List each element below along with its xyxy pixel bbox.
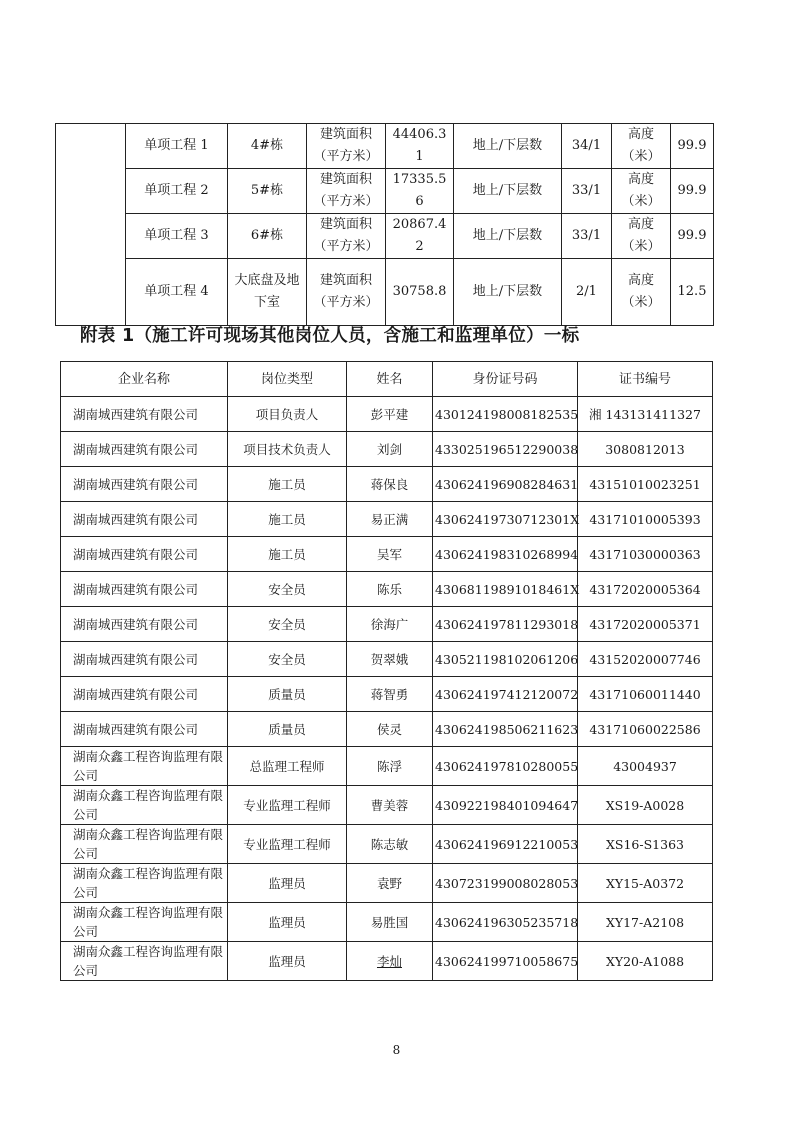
building-name: 5#栋 xyxy=(228,169,307,214)
id-number-cell: 430723199008028053 xyxy=(433,864,578,903)
company-cell: 湖南众鑫工程咨询监理有限公司 xyxy=(61,786,228,825)
role-cell: 质量员 xyxy=(228,712,347,747)
header-role: 岗位类型 xyxy=(228,362,347,397)
staff-row xyxy=(61,942,713,981)
staff-row xyxy=(61,677,713,712)
cert-number-cell: 湘 143131411327 xyxy=(578,397,713,432)
name-cell: 易正满 xyxy=(347,502,433,537)
staff-row xyxy=(61,712,713,747)
id-number-cell: 430624197811293018 xyxy=(433,607,578,642)
project-label: 单项工程 4 xyxy=(126,259,228,326)
company-cell: 湖南城西建筑有限公司 xyxy=(61,502,228,537)
role-cell: 专业监理工程师 xyxy=(228,786,347,825)
staff-row xyxy=(61,825,713,864)
page-number: 8 xyxy=(392,1043,401,1057)
floors-value: 34/1 xyxy=(562,124,612,169)
project-label: 单项工程 3 xyxy=(126,214,228,259)
area-value: 17335.5 6 xyxy=(386,169,454,214)
cert-number-cell: XS19-A0028 xyxy=(578,786,713,825)
name-cell: 侯灵 xyxy=(347,712,433,747)
cert-number-cell: XY15-A0372 xyxy=(578,864,713,903)
role-cell: 专业监理工程师 xyxy=(228,825,347,864)
company-cell: 湖南城西建筑有限公司 xyxy=(61,607,228,642)
name-cell: 徐海广 xyxy=(347,607,433,642)
header-id-number: 身份证号码 xyxy=(433,362,578,397)
cert-number-cell: 3080812013 xyxy=(578,432,713,467)
area-value: 20867.4 2 xyxy=(386,214,454,259)
name-cell: 蒋保良 xyxy=(347,467,433,502)
company-cell: 湖南众鑫工程咨询监理有限公司 xyxy=(61,942,228,981)
role-cell: 监理员 xyxy=(228,903,347,942)
project-blank-cell xyxy=(56,124,126,326)
name-cell: 陈浮 xyxy=(347,747,433,786)
name-cell: 曹美蓉 xyxy=(347,786,433,825)
area-label: 建筑面积（平方米） xyxy=(307,259,386,326)
building-name: 6#栋 xyxy=(228,214,307,259)
project-row xyxy=(56,259,714,326)
name-cell: 陈乐 xyxy=(347,572,433,607)
area-label: 建筑面积（平方米） xyxy=(307,169,386,214)
cert-number-cell: 43171010005393 xyxy=(578,502,713,537)
height-value: 99.9 xyxy=(671,169,714,214)
building-name: 4#栋 xyxy=(228,124,307,169)
floors-label: 地上/下层数 xyxy=(454,169,562,214)
role-cell: 施工员 xyxy=(228,502,347,537)
project-row xyxy=(56,214,714,259)
height-label: 高度（米） xyxy=(612,169,671,214)
floors-value: 2/1 xyxy=(562,259,612,326)
floors-value: 33/1 xyxy=(562,214,612,259)
id-number-cell: 430922198401094647 xyxy=(433,786,578,825)
staff-header-row xyxy=(61,362,713,397)
id-number-cell: 430124198008182535 xyxy=(433,397,578,432)
height-value: 99.9 xyxy=(671,214,714,259)
company-cell: 湖南城西建筑有限公司 xyxy=(61,677,228,712)
floors-label: 地上/下层数 xyxy=(454,214,562,259)
staff-row xyxy=(61,786,713,825)
id-number-cell: 430624198310268994 xyxy=(433,537,578,572)
building-name: 大底盘及地下室 xyxy=(228,259,307,326)
company-cell: 湖南城西建筑有限公司 xyxy=(61,712,228,747)
cert-number-cell: 43171060011440 xyxy=(578,677,713,712)
company-cell: 湖南众鑫工程咨询监理有限公司 xyxy=(61,864,228,903)
company-cell: 湖南城西建筑有限公司 xyxy=(61,397,228,432)
area-value: 44406.3 1 xyxy=(386,124,454,169)
project-row xyxy=(56,124,714,169)
name-cell: 彭平建 xyxy=(347,397,433,432)
cert-number-cell: 43152020007746 xyxy=(578,642,713,677)
role-cell: 安全员 xyxy=(228,607,347,642)
role-cell: 安全员 xyxy=(228,572,347,607)
company-cell: 湖南城西建筑有限公司 xyxy=(61,467,228,502)
cert-number-cell: 43171030000363 xyxy=(578,537,713,572)
role-cell: 监理员 xyxy=(228,942,347,981)
project-label: 单项工程 2 xyxy=(126,169,228,214)
staff-row xyxy=(61,432,713,467)
cert-number-cell: XY17-A2108 xyxy=(578,903,713,942)
company-cell: 湖南众鑫工程咨询监理有限公司 xyxy=(61,903,228,942)
header-company: 企业名称 xyxy=(61,362,228,397)
table-title: 附表 1（施工许可现场其他岗位人员，含施工和监理单位）一标 xyxy=(80,326,580,346)
role-cell: 施工员 xyxy=(228,537,347,572)
id-number-cell: 430624198506211623 xyxy=(433,712,578,747)
name-cell: 袁野 xyxy=(347,864,433,903)
id-number-cell: 430624197810280055 xyxy=(433,747,578,786)
header-cert-number: 证书编号 xyxy=(578,362,713,397)
role-cell: 总监理工程师 xyxy=(228,747,347,786)
cert-number-cell: XY20-A1088 xyxy=(578,942,713,981)
height-value: 12.5 xyxy=(671,259,714,326)
company-cell: 湖南城西建筑有限公司 xyxy=(61,572,228,607)
staff-row xyxy=(61,397,713,432)
cert-number-cell: 43151010023251 xyxy=(578,467,713,502)
cert-number-cell: XS16-S1363 xyxy=(578,825,713,864)
id-number-cell: 430624197412120072 xyxy=(433,677,578,712)
id-number-cell: 430521198102061206 xyxy=(433,642,578,677)
name-cell: 李灿 xyxy=(347,942,433,981)
role-cell: 项目负责人 xyxy=(228,397,347,432)
staff-row xyxy=(61,502,713,537)
company-cell: 湖南城西建筑有限公司 xyxy=(61,537,228,572)
staff-table xyxy=(60,361,713,981)
name-cell: 陈志敏 xyxy=(347,825,433,864)
height-label: 高度（米） xyxy=(612,214,671,259)
project-label: 单项工程 1 xyxy=(126,124,228,169)
height-label: 高度（米） xyxy=(612,124,671,169)
area-label: 建筑面积（平方米） xyxy=(307,214,386,259)
project-row xyxy=(56,169,714,214)
staff-row xyxy=(61,864,713,903)
name-cell: 吴军 xyxy=(347,537,433,572)
header-name: 姓名 xyxy=(347,362,433,397)
role-cell: 项目技术负责人 xyxy=(228,432,347,467)
floors-label: 地上/下层数 xyxy=(454,124,562,169)
role-cell: 监理员 xyxy=(228,864,347,903)
height-label: 高度（米） xyxy=(612,259,671,326)
area-value: 30758.8 xyxy=(386,259,454,326)
cert-number-cell: 43171060022586 xyxy=(578,712,713,747)
floors-label: 地上/下层数 xyxy=(454,259,562,326)
id-number-cell: 430624199710058675 xyxy=(433,942,578,981)
name-cell: 易胜国 xyxy=(347,903,433,942)
role-cell: 施工员 xyxy=(228,467,347,502)
staff-row xyxy=(61,537,713,572)
id-number-cell: 430624196912210053 xyxy=(433,825,578,864)
staff-row xyxy=(61,572,713,607)
company-cell: 湖南众鑫工程咨询监理有限公司 xyxy=(61,747,228,786)
cert-number-cell: 43172020005371 xyxy=(578,607,713,642)
staff-row xyxy=(61,642,713,677)
area-label: 建筑面积（平方米） xyxy=(307,124,386,169)
company-cell: 湖南城西建筑有限公司 xyxy=(61,432,228,467)
name-cell: 贺翠娥 xyxy=(347,642,433,677)
cert-number-cell: 43172020005364 xyxy=(578,572,713,607)
staff-row xyxy=(61,903,713,942)
staff-row xyxy=(61,467,713,502)
id-number-cell: 430624196305235718 xyxy=(433,903,578,942)
project-table xyxy=(55,123,714,326)
staff-row xyxy=(61,747,713,786)
id-number-cell: 43062419730712301X xyxy=(433,502,578,537)
name-cell: 刘剑 xyxy=(347,432,433,467)
floors-value: 33/1 xyxy=(562,169,612,214)
id-number-cell: 430624196908284631 xyxy=(433,467,578,502)
id-number-cell: 43068119891018461X xyxy=(433,572,578,607)
height-value: 99.9 xyxy=(671,124,714,169)
cert-number-cell: 43004937 xyxy=(578,747,713,786)
role-cell: 质量员 xyxy=(228,677,347,712)
company-cell: 湖南众鑫工程咨询监理有限公司 xyxy=(61,825,228,864)
company-cell: 湖南城西建筑有限公司 xyxy=(61,642,228,677)
name-cell: 蒋智勇 xyxy=(347,677,433,712)
id-number-cell: 433025196512290038 xyxy=(433,432,578,467)
role-cell: 安全员 xyxy=(228,642,347,677)
staff-row xyxy=(61,607,713,642)
